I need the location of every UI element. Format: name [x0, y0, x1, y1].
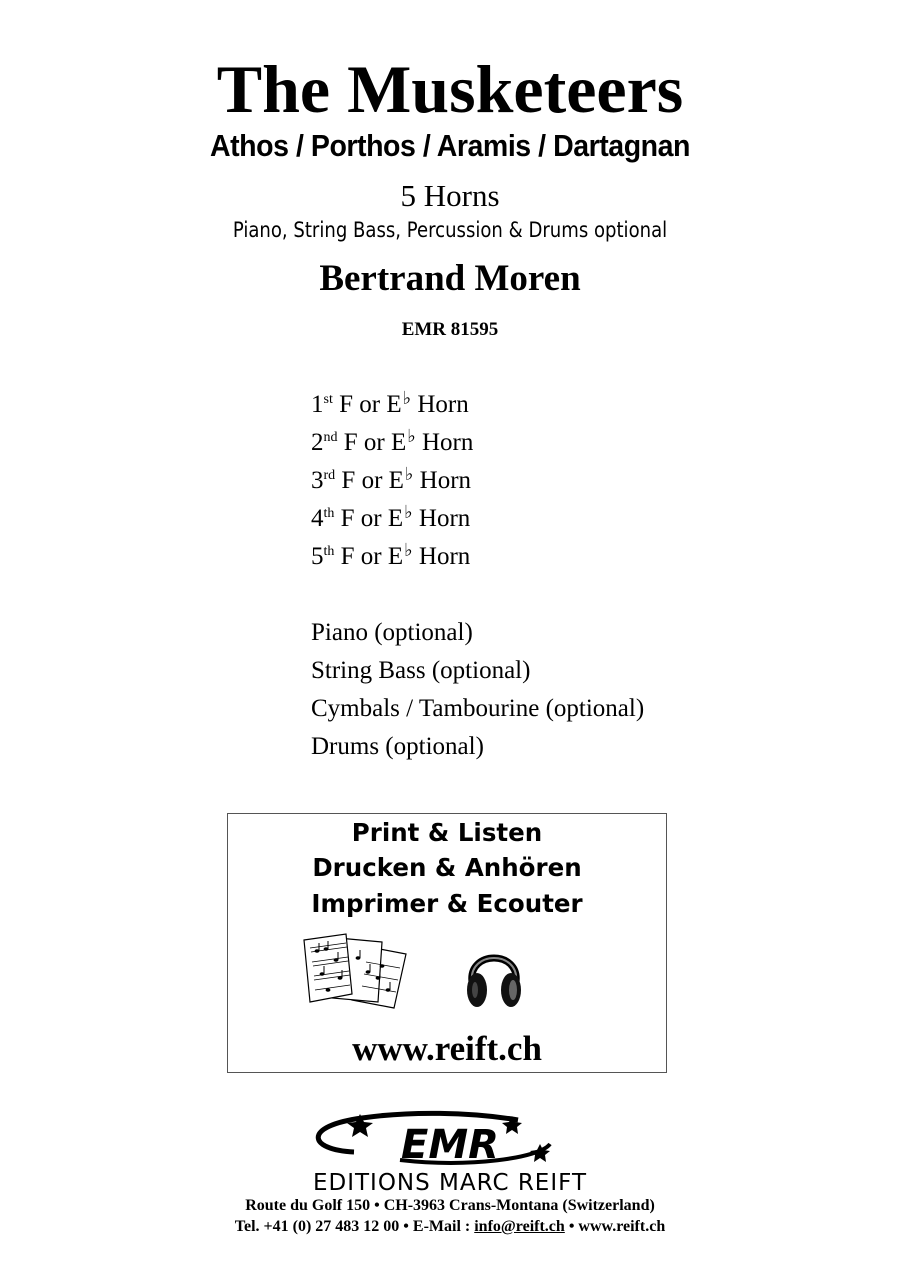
print-listen-box: [227, 813, 667, 1073]
optional-part: Cymbals / Tambourine (optional): [311, 695, 645, 722]
part-number: 3: [311, 467, 324, 494]
part-ordinal: st: [323, 392, 333, 407]
phone-text: Tel. +41 (0) 27 483 12 00 • E-Mail :: [234, 1218, 475, 1235]
flat-icon: ♭: [404, 502, 413, 522]
part-number: 5: [311, 543, 324, 570]
promo-line-french: Imprimer & Ecouter: [311, 889, 583, 918]
part-key: F or E: [340, 543, 404, 570]
email-link[interactable]: info@reift.ch: [474, 1218, 565, 1235]
part-key: F or E: [343, 429, 407, 456]
page-title: The Musketeers: [216, 51, 684, 127]
flat-icon: ♭: [407, 426, 416, 446]
web-text: • www.reift.ch: [564, 1218, 666, 1235]
promo-line-german: Drucken & Anhören: [312, 853, 582, 882]
part-key: F or E: [339, 391, 402, 418]
part-horn-5: [311, 538, 473, 576]
ensemble: 5 Horns: [400, 178, 500, 213]
part-number: 2: [311, 429, 324, 456]
part-key: F or E: [340, 505, 404, 532]
subtitle: Athos / Porthos / Aramis / Dartagnan: [210, 128, 690, 163]
publisher-address: Route du Golf 150 • CH-3963 Crans-Montana (Switzerland): [245, 1197, 655, 1214]
part-ordinal: rd: [323, 468, 336, 483]
part-instrument: Horn: [422, 429, 474, 456]
part-instrument: Horn: [419, 467, 472, 494]
optional-parts-list: [311, 614, 644, 766]
part-horn-3: [311, 462, 473, 500]
part-number: 4: [311, 505, 324, 532]
sheet-music-icon: [302, 932, 412, 1012]
horn-parts-list: [311, 386, 473, 576]
part-ordinal: th: [323, 506, 335, 521]
flat-icon: ♭: [402, 388, 412, 408]
flat-icon: ♭: [404, 540, 413, 560]
part-instrument: Horn: [418, 505, 471, 532]
part-instrument: Horn: [417, 391, 469, 418]
emr-logo-graphic: [250, 1108, 650, 1178]
logo-text: EMR: [401, 1122, 499, 1168]
catalog-number: EMR 81595: [401, 319, 499, 340]
publisher-contact: [0, 1217, 900, 1237]
composer-name: Bertrand Moren: [319, 258, 581, 299]
website-link[interactable]: www.reift.ch: [352, 1029, 542, 1068]
headphones-icon: [464, 936, 524, 1012]
part-ordinal: nd: [323, 430, 338, 445]
part-horn-4: [311, 500, 473, 538]
promo-line-english: Print & Listen: [351, 818, 543, 847]
optional-part: String Bass (optional): [311, 657, 531, 684]
part-instrument: Horn: [418, 543, 471, 570]
optional-part: Piano (optional): [311, 619, 473, 646]
part-horn-1: [311, 386, 473, 424]
flat-icon: ♭: [404, 464, 414, 484]
part-number: 1: [311, 391, 324, 418]
part-horn-2: [311, 424, 473, 462]
publisher-name: EDITIONS MARC REIFT: [312, 1170, 588, 1196]
optional-part: Drums (optional): [311, 733, 484, 760]
part-key: F or E: [341, 467, 404, 494]
part-ordinal: th: [323, 544, 335, 559]
instrumentation-note: Piano, String Bass, Percussion & Drums optional: [232, 218, 668, 242]
